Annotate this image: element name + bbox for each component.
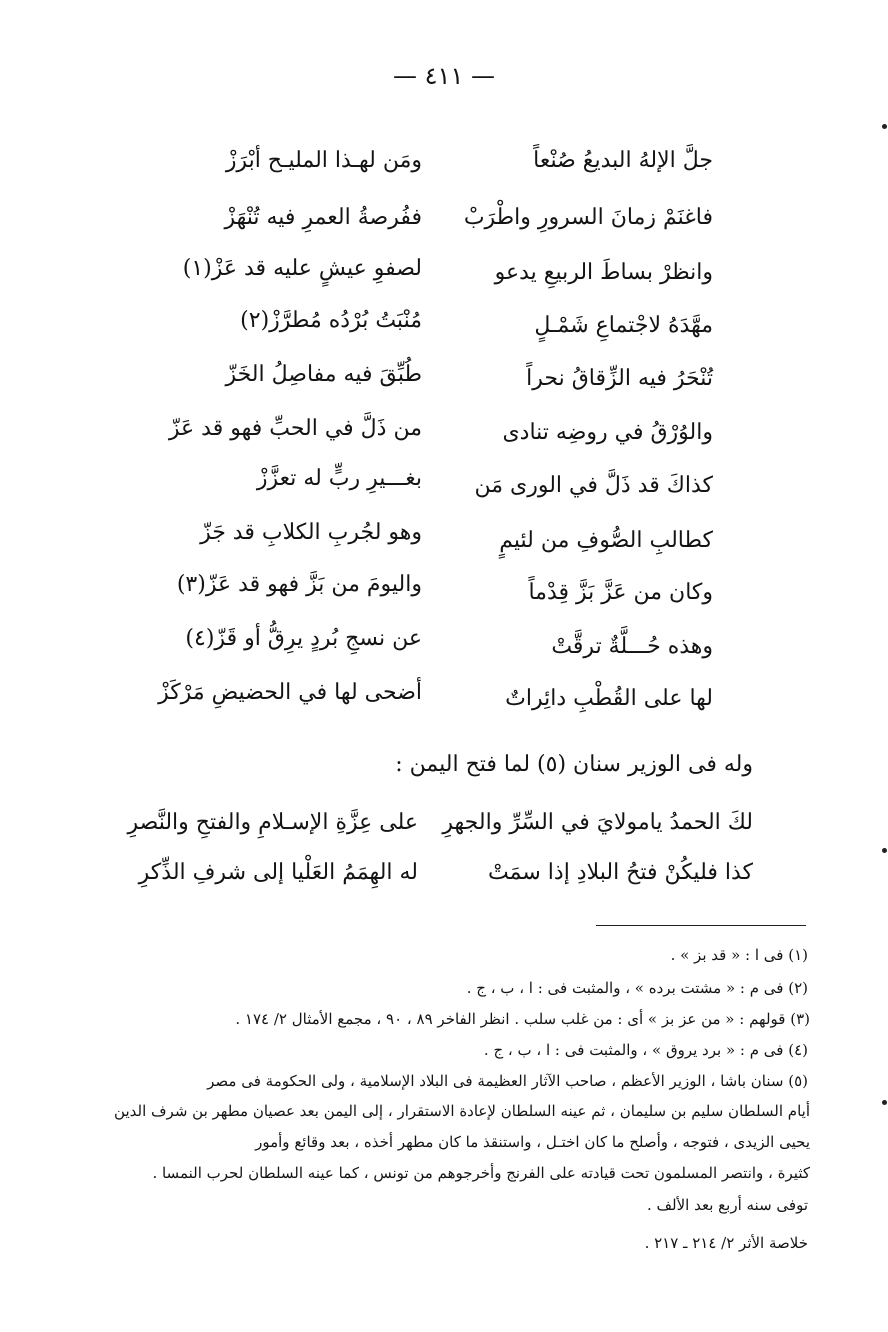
verse-4-second-hemistich: مُنْبَتُ بُرْدُه مُطرَّزْ(٢) bbox=[240, 308, 422, 333]
verse-1-second-hemistich: ومَن لهـذا المليـح أبْرَزْ bbox=[225, 148, 422, 173]
margin-mark bbox=[882, 1100, 887, 1105]
verse-11-first-hemistich: لها على القُطْبِ دائِراتٌ bbox=[505, 686, 713, 711]
verse-9-second-hemistich: واليومَ من بَزَّ فهو قد عَزّ(٣) bbox=[176, 572, 422, 597]
footnote-5-line-2: أيام السلطان سليم بن سليمان ، ثم عينه السلطان لإعادة الاستقرار ، إلى اليمن بعد عصيان مطهر بن شرف الدين bbox=[114, 1102, 810, 1120]
footnote-5-line-3: يحيى الزيدى ، فتوجه ، وأصلح ما كان اختـل ، واستنقذ ما كان مطهر أخذه ، بعد وقائع وأمور bbox=[255, 1133, 810, 1151]
verse-10-second-hemistich: عن نسجِ بُردٍ يرِقُّ أو قَزّ(٤) bbox=[185, 626, 422, 651]
verse-9-first-hemistich: وكان من عَزَّ بَزَّ قِدْماً bbox=[528, 580, 713, 605]
verse-8-second-hemistich: وهو لجُربِ الكلابِ قد جَزّ bbox=[200, 520, 422, 545]
verse-2-first-hemistich: فاغنَمْ زمانَ السرورِ واطْرَبْ bbox=[463, 205, 713, 230]
footnote-separator bbox=[596, 925, 806, 926]
verse-10-first-hemistich: وهذه حُـــلَّةٌ ترقَّتْ bbox=[551, 634, 713, 659]
verse-6-second-hemistich: من ذَلَّ في الحبِّ فهو قد عَزّ bbox=[168, 416, 422, 441]
footnote-3: (٣) قولهم : « من عز بز » أى : من غلب سلب . انظر الفاخر ٨٩ ، ٩٠ ، مجمع الأمثال ٢/ ١٧٤ . bbox=[235, 1010, 810, 1028]
margin-mark bbox=[882, 848, 887, 853]
verse-1-first-hemistich: جلَّ الإلهُ البديعُ صُنْعاً bbox=[533, 148, 713, 173]
verse-5-second-hemistich: طُبِّقَ فيه مفاصِلُ الخَزّ bbox=[225, 362, 422, 387]
verse-11-second-hemistich: أضحى لها في الحضيضِ مَرْكَزْ bbox=[158, 680, 422, 705]
verse-3-first-hemistich: وانظرْ بساطَ الربيعِ يدعو bbox=[494, 260, 713, 285]
verse-8-first-hemistich: كطالبِ الصُّوفِ من لئيمٍ bbox=[499, 528, 713, 553]
poem2-verse-1-second-hemistich: على عِزَّةِ الإسـلامِ والفتحِ والنَّصرِ bbox=[127, 810, 418, 835]
verse-4-first-hemistich: مهَّدَهُ لاجْتماعِ شَمْـلٍ bbox=[534, 313, 713, 338]
footnote-2: (٢) فى م : « مشتت برده » ، والمثبت فى : ا ، ب ، ج . bbox=[466, 979, 808, 997]
footnote-4: (٤) فى م : « برد يروق » ، والمثبت فى : ا ، ب ، ج . bbox=[483, 1041, 808, 1059]
footnote-5-line-1: (٥) سنان باشا ، الوزير الأعظم ، صاحب الآثار العظيمة فى البلاد الإسلامية ، ولى الحكومة فى مصر bbox=[207, 1072, 808, 1090]
margin-mark bbox=[882, 124, 887, 129]
poem2-verse-1-first-hemistich: لكَ الحمدُ يامولايَ في السِّرِّ والجهرِ bbox=[442, 810, 753, 835]
verse-5-first-hemistich: تُنْحَرُ فيه الزِّقاقُ نحراً bbox=[526, 366, 713, 391]
footnote-1: (١) فى ا : « قد بز » . bbox=[670, 946, 808, 964]
poem2-verse-2-second-hemistich: له الهِمَمُ العَلْيا إلى شرفِ الذِّكرِ bbox=[138, 860, 418, 885]
page-number: — ٤١١ — bbox=[393, 62, 495, 90]
poem-2-intro: وله فى الوزير سنان (٥) لما فتح اليمن : bbox=[395, 752, 753, 777]
verse-7-second-hemistich: بغـــيرِ ربٍّ له تعزَّزْ bbox=[256, 466, 422, 491]
verse-2-second-hemistich: ففُرصةُ العمرِ فيه تُنْهَزْ bbox=[224, 205, 422, 230]
footnote-source: خلاصة الأثر ٢/ ٢١٤ ـ ٢١٧ . bbox=[644, 1234, 808, 1252]
poem2-verse-2-first-hemistich: كذا فليكُنْ فتحُ البلادِ إذا سمَتْ bbox=[488, 860, 753, 885]
verse-3-second-hemistich: لصفوِ عيشٍ عليه قد عَزْ(١) bbox=[182, 256, 422, 281]
verse-7-first-hemistich: كذاكَ قد ذَلَّ في الورى مَن bbox=[474, 473, 713, 498]
footnote-5-line-4: كثيرة ، وانتصر المسلمون تحت قيادته على الفرنج وأخرجوهم من تونس ، كما عينه السلطان لحرب النمسا . bbox=[152, 1164, 810, 1182]
footnote-5-line-5: توفى سنه أربع بعد الألف . bbox=[646, 1196, 808, 1214]
verse-6-first-hemistich: والوُرْقُ في روضِه تنادى bbox=[502, 420, 713, 445]
